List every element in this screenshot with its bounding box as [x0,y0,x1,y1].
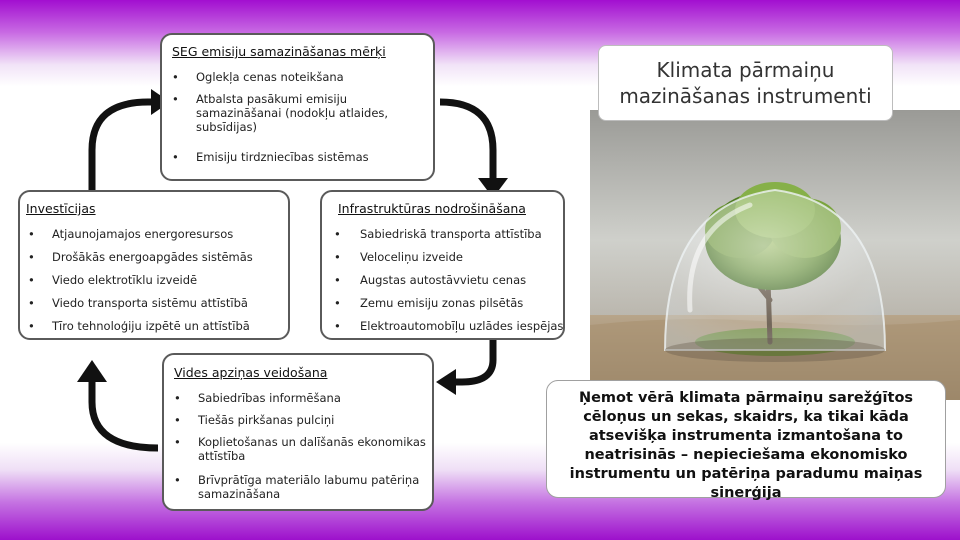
seg-goals-list [172,70,427,164]
investicijas-list [28,227,286,333]
conclusion-text: Ņemot vērā klimata pārmaiņu sarežģītos cēloņus un sekas, skaidrs, ka tikai kāda atsevišķa instrumenta izmantošana to neatrisinās – nepieciešama ekonomisko instrumentu un patēriņa paradumu maiņas sinerģija [569,390,923,501]
list-item: • Atbalsta pasākumi emisiju samazināšanai (nodokļu atlaides, subsīdijas) [172,92,389,134]
list-item: • Tīro tehnoloģiju izpētē un attīstībā [28,319,250,333]
list-item: • Elektroautomobīļu uzlādes iespējas [334,319,564,333]
list-item: • Drošākās energoapgādes sistēmās [28,250,253,264]
list-item: • Atjaunojamajos energoresursos [28,227,234,241]
vides-list [174,391,429,501]
list-item: • Sabiedrības informēšana [174,391,341,405]
list-item: • Sabiedriskā transporta attīstība [334,227,542,241]
vides-title: Vides apziņas veidošana [174,365,328,380]
seg-goals-title: SEG emisiju samazināšanas mērķi [172,44,386,59]
investicijas-title: Investīcijas [26,201,96,216]
list-item: • Oglekļa cenas noteikšana [172,70,344,84]
infrastructure-title: Infrastruktūras nodrošināšana [338,201,526,216]
arrow-vides-to-investicijas [77,360,158,448]
investicijas-box [18,190,290,340]
list-item: • Tiešās pirkšanas pulciņi [174,413,335,427]
list-item: • Zemu emisiju zonas pilsētās [334,296,524,310]
list-item: • Koplietošanas un dalīšanās ekonomikas attīstība [174,435,426,463]
list-item: • Augstas autostāvvietu cenas [334,273,527,287]
list-item: • Veloceliņu izveide [334,250,463,264]
list-item: • Viedo transporta sistēmu attīstībā [28,296,248,310]
header-label [598,45,893,121]
seg-goals-box [160,33,435,181]
list-item: • Emisiju tirdzniecības sistēmas [172,150,369,164]
header-label-text: Klimata pārmaiņu mazināšanas instrumenti [619,58,872,108]
infrastructure-list [334,227,564,333]
infrastructure-box [320,190,565,340]
arrow-infrastructure-to-vides [436,338,493,395]
list-item: • Brīvprātīga materiālo labumu patēriņa samazināšana [174,473,420,501]
list-item: • Viedo elektrotīklu izveidē [28,273,198,287]
vides-box [162,353,434,511]
arrow-investicijas-to-seg [92,89,170,190]
arrow-seg-to-infrastructure [440,102,508,198]
conclusion-note [546,380,946,501]
